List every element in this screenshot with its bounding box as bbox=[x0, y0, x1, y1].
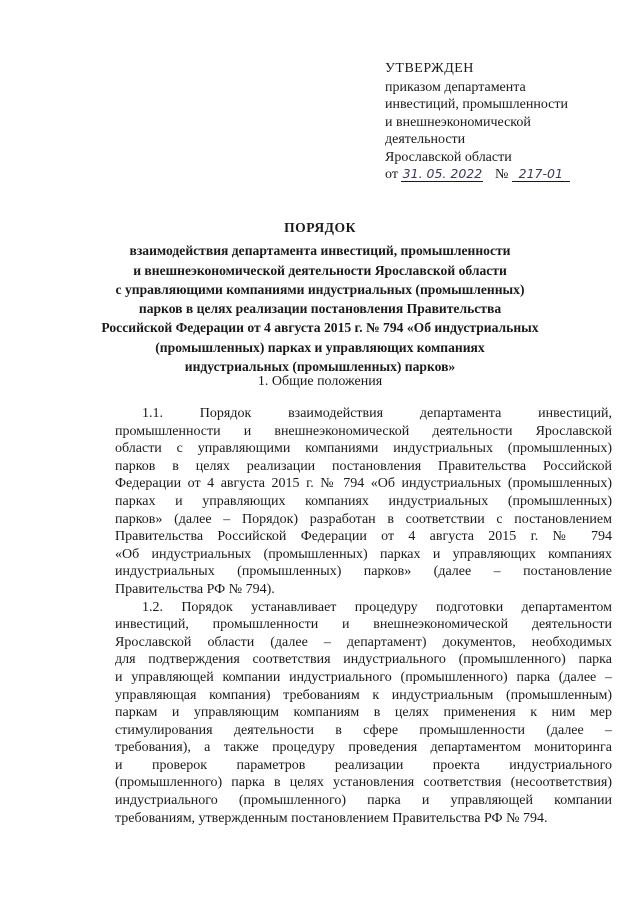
document-title bbox=[100, 218, 540, 376]
paragraph-1-line: парков в целях реализации постановления Правительства Российской bbox=[115, 458, 612, 474]
paragraph-1-line: Правительства РФ № 794). bbox=[115, 581, 275, 597]
title-line: Российской Федерации от 4 августа 2015 г. № 794 «Об индустриальных bbox=[101, 320, 539, 336]
approval-line: и внешнеэкономической bbox=[385, 114, 531, 130]
paragraph-1-line: парках и управляющих компаниях индустриальных (промышленных) bbox=[115, 493, 612, 509]
paragraph-1-line: области с управляющими компаниями индустриальных (промышленных) bbox=[115, 441, 612, 457]
approval-heading: УТВЕРЖДЕН bbox=[385, 61, 474, 76]
approval-line: Ярославской области bbox=[385, 149, 512, 165]
paragraph-2-line: Ярославской области (далее – департамент) документов, необходимых bbox=[115, 634, 612, 650]
title-line: и внешнеэкономической деятельности Ярославской области bbox=[133, 262, 507, 278]
paragraph-1-line: «Об индустриальных (промышленных) парках и управляющих компаниях bbox=[115, 546, 612, 562]
paragraph-2-line: требования), а также процедуру проведения департаментом мониторинга bbox=[115, 740, 612, 756]
number-prefix: № bbox=[494, 167, 509, 182]
paragraph-2-line: паркам и управляющим компаниям в целях применения к ним мер bbox=[115, 705, 612, 721]
title-line: индустриальных (промышленных) парков» bbox=[184, 359, 456, 375]
approval-date-line bbox=[385, 166, 570, 184]
document-body bbox=[115, 405, 612, 827]
title-line: с управляющими компаниями индустриальных (промышленных) bbox=[115, 281, 525, 297]
paragraph-1-line: 1.1. Порядок взаимодействия департамента инвестиций, bbox=[142, 406, 612, 421]
paragraph-1-line: парков» (далее – Порядок) разработан в соответствии с постановлением bbox=[115, 511, 612, 527]
paragraph-2-line: (промышленного) парка в целях установления соответствия (несоответствия) bbox=[115, 775, 612, 791]
paragraph-2-line: и проверок параметров реализации проекта индустриального bbox=[115, 757, 612, 773]
paragraph-2-line: инвестиций, промышленности и внешнеэкономической деятельности bbox=[115, 617, 612, 633]
paragraph-1-line: индустриальных (промышленных) парков» (далее – постановление bbox=[115, 564, 612, 580]
paragraph-2-line: требованиям, утвержденным постановлением Правительства РФ № 794. bbox=[115, 810, 548, 826]
approval-stamp bbox=[385, 60, 570, 184]
paragraph-2-line: индустриального (промышленного) парка и управляющей компании bbox=[115, 793, 612, 809]
paragraph-2-line: и управляющей компании индустриального (промышленного) парка (далее – bbox=[115, 669, 612, 685]
paragraph-1-line: промышленности и внешнеэкономической деятельности Ярославской bbox=[115, 423, 612, 439]
title-main: ПОРЯДОК bbox=[284, 220, 356, 235]
date-prefix: от bbox=[385, 167, 398, 182]
section-heading: 1. Общие положения bbox=[257, 374, 383, 389]
approval-line: инвестиций, промышленности bbox=[385, 97, 569, 112]
handwritten-number: 217-01 bbox=[512, 166, 570, 182]
paragraph-2-line: стимулирования деятельности в сфере промышленности (далее – bbox=[115, 722, 612, 738]
handwritten-date: 31. 05. 2022 bbox=[402, 166, 483, 181]
title-line: взаимодействия департамента инвестиций, промышленности bbox=[129, 243, 511, 259]
paragraph-1-line: Федерации от 4 августа 2015 г. № 794 «Об индустриальных (промышленных) bbox=[115, 476, 612, 492]
paragraph-2-line: для подтверждения соответствия индустриального (промышленного) парка bbox=[115, 652, 612, 668]
paragraph-1-line: Правительства Российской Федерации от 4 августа 2015 г. № 794 bbox=[115, 529, 612, 545]
title-line: парков в целях реализации постановления Правительства bbox=[138, 301, 502, 317]
paragraph-2-line: управляющая компания) требованиям к индустриальным (промышленным) bbox=[115, 687, 612, 703]
title-line: (промышленных) парках и управляющих компаниях bbox=[155, 339, 485, 355]
approval-line: деятельности bbox=[385, 132, 466, 147]
paragraph-2-line: 1.2. Порядок устанавливает процедуру подготовки департаментом bbox=[142, 599, 612, 615]
approval-line: приказом департамента bbox=[385, 79, 526, 95]
